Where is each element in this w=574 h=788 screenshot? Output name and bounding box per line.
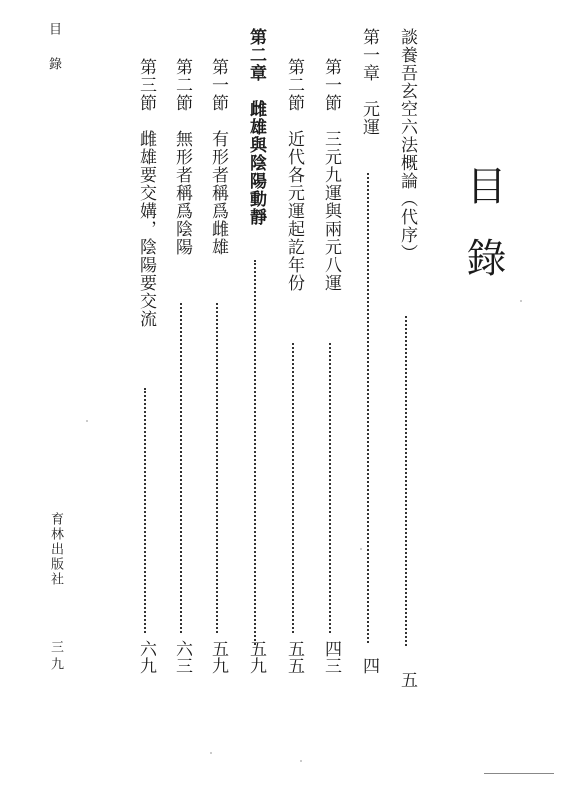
scan-speck	[360, 548, 362, 550]
toc-entry-chapter-1[interactable]	[355, 28, 383, 688]
toc-label: 第一節 三元九運與兩元八運	[321, 58, 341, 292]
publisher-name: 育林出版社	[48, 512, 63, 587]
scan-speck	[300, 760, 302, 762]
toc-entry-chapter-2[interactable]	[242, 28, 270, 688]
toc-entry-1-1[interactable]	[317, 58, 345, 688]
leader-dots	[216, 303, 218, 633]
leader-dots	[144, 388, 146, 633]
toc-label: 第一節 有形者稱爲雌雄	[208, 58, 228, 256]
toc-entry-2-2[interactable]	[168, 58, 196, 688]
toc-page-number: 五	[397, 671, 417, 688]
scan-speck	[86, 420, 88, 422]
toc-entry-2-3[interactable]	[132, 58, 160, 688]
toc-label: 第二節 近代各元運起訖年份	[284, 58, 304, 292]
leader-dots	[329, 343, 331, 633]
toc-label: 第三節 雌雄要交媾，陰陽要交流	[136, 58, 156, 328]
page-title-char-2: 錄	[460, 237, 506, 277]
leader-dots	[292, 343, 294, 633]
toc-page-number: 六九	[136, 640, 156, 674]
scan-speck	[210, 752, 212, 754]
toc-label: 第一章 元運	[359, 28, 379, 136]
toc-page-number: 五九	[208, 640, 228, 674]
scan-speck	[520, 300, 522, 302]
toc-page-number: 六三	[172, 640, 192, 674]
leader-dots	[180, 303, 182, 633]
page-number: 三九	[48, 640, 63, 674]
toc-label: 第二節 無形者稱爲陰陽	[172, 58, 192, 256]
toc-page-number: 五五	[284, 640, 304, 674]
toc-page-number: 四	[359, 657, 379, 674]
toc-label: 談養吾玄空六法概論（代序）	[397, 28, 417, 262]
running-header: 目錄	[46, 22, 61, 92]
page-title-char-1: 目	[460, 165, 506, 205]
toc-entry-2-1[interactable]	[204, 58, 232, 688]
leader-dots	[254, 260, 256, 645]
toc-entry-1-2[interactable]	[280, 58, 308, 688]
leader-dots	[367, 173, 369, 643]
toc-page-number: 四三	[321, 640, 341, 674]
toc-label: 第二章 雌雄與陰陽動靜	[246, 28, 266, 226]
leader-dots	[405, 316, 407, 646]
scan-edge-line	[484, 773, 554, 774]
toc-page-number: 五九	[246, 640, 266, 674]
toc-entry-preface[interactable]	[393, 28, 421, 688]
